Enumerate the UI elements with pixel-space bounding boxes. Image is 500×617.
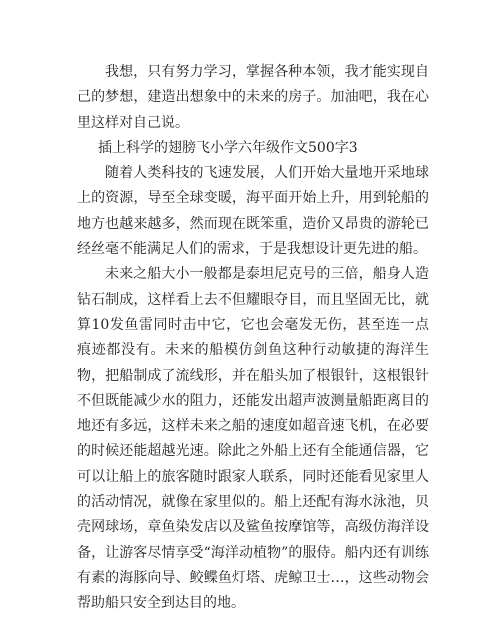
essay-title: 插上科学的翅膀飞小学六年级作文500字3	[98, 139, 358, 156]
paragraph-intro: 随着人类科技的飞速发展，人们开始大量地开采地球上的资源，导至全球变暖，海平面开始上升，用到轮船的地方也越来越多，然而现在既笨重，造价又昂贵的游轮已经丝毫不能满足人们的需求，于是我想设计更先进的船。	[77, 165, 429, 258]
paragraph-future-ship: 未来之船大小一般都是泰坦尼克号的三倍，船身人造钻石制成，这样看上去不但耀眼夺目，而且坚固无比，就算10发鱼雷同时击中它，它也会毫发无伤，甚至连一点痕迹都没有。未来的船模仿剑鱼这种行动敏捷的海洋生物，把船制成了流线形，并在船头加了根银针，这根银针不但既能减少水的阻力，还能发出超声波测量船距离目的地还有多远，这样未来之船的速度如超音速飞机，在必要的时候还能超越光速。除此之外船上还有全能通信器，它可以让船上的旅客随时跟家人联系，同时还能看见家里人的活动情况，就像在家里似的。船上还配有海水泳池，贝壳网球场，章鱼染发店以及鲨鱼按摩馆等，高级仿海洋设备，让游客尽情享受“海洋动植物”的服侍。船内还有训练有素的海豚向导、鲛鲽鱼灯塔、虎鲸卫士…，这些动物会帮助船只安全到达目的地。	[77, 266, 429, 612]
paragraph-dream-house: 我想，只有努力学习，掌握各种本领，我才能实现自己的梦想，建造出想象中的未来的房子。加油吧，我在心里这样对自己说。	[77, 64, 429, 131]
document-body	[77, 60, 429, 617]
